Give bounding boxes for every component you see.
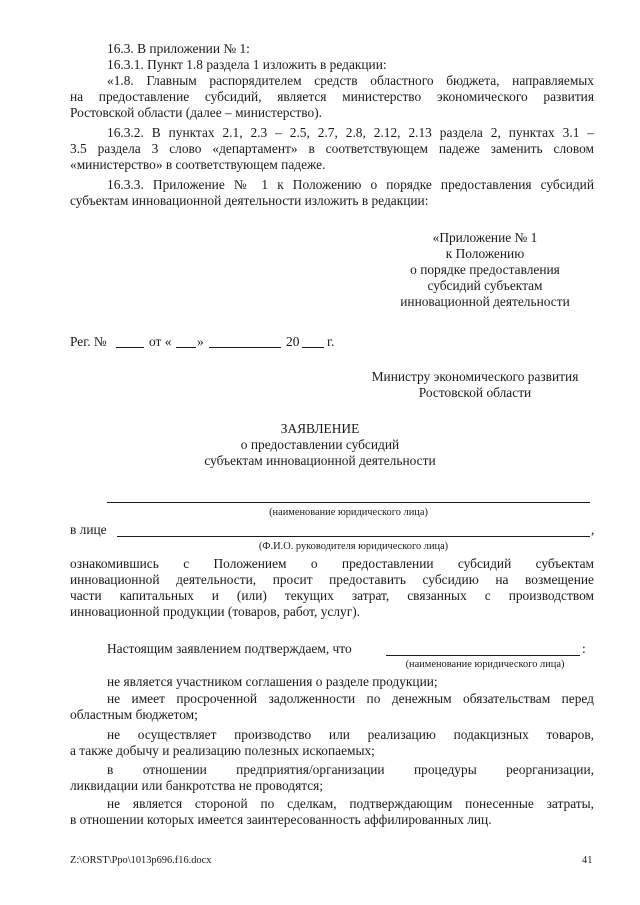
appendix-header-line: субсидий субъектам	[427, 278, 543, 293]
director-caption: (Ф.И.О. руководителя юридического лица)	[258, 541, 449, 552]
quote-1-8-line-2: на предоставление субсидий, является министерство экономического развития	[70, 89, 594, 104]
request-paragraph-line: инновационной продукции (товаров, работ, услуг).	[70, 604, 361, 619]
condition-item: не осуществляет производство или реализацию подакцизных товаров,	[107, 727, 594, 742]
document-subtitle-line: субъектам инновационной деятельности	[204, 453, 436, 468]
condition-item-continuation: ликвидации или банкротства не проводятся;	[70, 778, 324, 793]
condition-item: в отношении предприятия/организации процедуры реорганизации,	[107, 762, 594, 777]
director-comma: ,	[591, 522, 595, 537]
page-number: 41	[582, 855, 593, 866]
quote-1-8-line-1: «1.8. Главным распорядителем средств областного бюджета, направляемых	[107, 73, 594, 88]
addressee-line: Министру экономического развития	[371, 369, 579, 384]
section-16-3-3-line-1: 16.3.3. Приложение № 1 к Положению о порядке предоставления субсидий	[107, 177, 594, 192]
addressee-line: Ростовской области	[418, 385, 532, 400]
condition-item: не является участником соглашения о разделе продукции;	[107, 674, 438, 689]
quote-1-8-line-3: Ростовской области (далее – министерство).	[70, 105, 323, 120]
section-16-3-3-line-2: субъектам инновационной деятельности изложить в редакции:	[70, 193, 429, 208]
condition-item-continuation: в отношении которых имеется заинтересованность аффилированных лиц.	[70, 812, 492, 827]
confirm-colon: :	[582, 641, 586, 656]
reg-year-suffix: г.	[327, 334, 335, 349]
reg-year-field[interactable]	[302, 347, 324, 348]
condition-item-continuation: а также добычу и реализацию полезных ископаемых;	[70, 743, 375, 758]
reg-number-label: Рег. №	[70, 334, 107, 349]
request-paragraph-line: ознакомившись с Положением о предоставлении субсидий субъектам	[70, 556, 594, 571]
legal-entity-field[interactable]	[107, 502, 590, 503]
condition-item: не является стороной по сделкам, подтверждающим понесенные затраты,	[107, 796, 594, 811]
section-16-3-2-line-3: «министерство» в соответствующем падеже.	[70, 157, 326, 172]
in-person-label: в лице	[70, 522, 107, 537]
confirm-entity-field[interactable]	[386, 655, 580, 656]
document-title: ЗАЯВЛЕНИЕ	[280, 421, 360, 436]
request-paragraph-line: части капитальных и (или) текущих затрат, связанных с производством	[70, 588, 594, 603]
confirm-caption: (наименование юридического лица)	[405, 659, 565, 670]
appendix-header-line: о порядке предоставления	[410, 262, 560, 277]
condition-item: не имеет просроченной задолженности по денежным обязательствам перед	[107, 691, 594, 706]
reg-quote-close: »	[197, 334, 204, 349]
reg-number-field[interactable]	[116, 347, 144, 348]
appendix-header-line: «Приложение № 1	[432, 230, 538, 245]
reg-month-field[interactable]	[209, 347, 281, 348]
confirm-label: Настоящим заявлением подтверждаем, что	[107, 641, 352, 656]
reg-day-field[interactable]	[176, 347, 196, 348]
footer-file-path: Z:\ORST\Ppo\1013p696.f16.docx	[70, 855, 212, 866]
reg-date-label: от «	[149, 334, 172, 349]
section-16-3-2-line-2: 3.5 раздела 3 слово «департамент» в соответствующем падеже заменить словом	[70, 141, 594, 156]
document-subtitle-line: о предоставлении субсидий	[240, 437, 400, 452]
section-16-3-2-line-1: 16.3.2. В пунктах 2.1, 2.3 – 2.5, 2.7, 2.8, 2.12, 2.13 раздела 2, пунктах 3.1 –	[107, 125, 594, 140]
section-16-3-1: 16.3.1. Пункт 1.8 раздела 1 изложить в редакции:	[107, 57, 387, 72]
section-16-3: 16.3. В приложении № 1:	[107, 41, 250, 56]
request-paragraph-line: инновационной деятельности, просит предоставить субсидию на возмещение	[70, 572, 594, 587]
legal-entity-caption: (наименование юридического лица)	[269, 507, 428, 518]
reg-year-label: 20	[286, 334, 300, 349]
appendix-header-line: к Положению	[445, 246, 525, 261]
condition-item-continuation: областным бюджетом;	[70, 707, 198, 722]
appendix-header-line: инновационной деятельности	[400, 294, 570, 309]
director-field[interactable]	[117, 536, 590, 537]
